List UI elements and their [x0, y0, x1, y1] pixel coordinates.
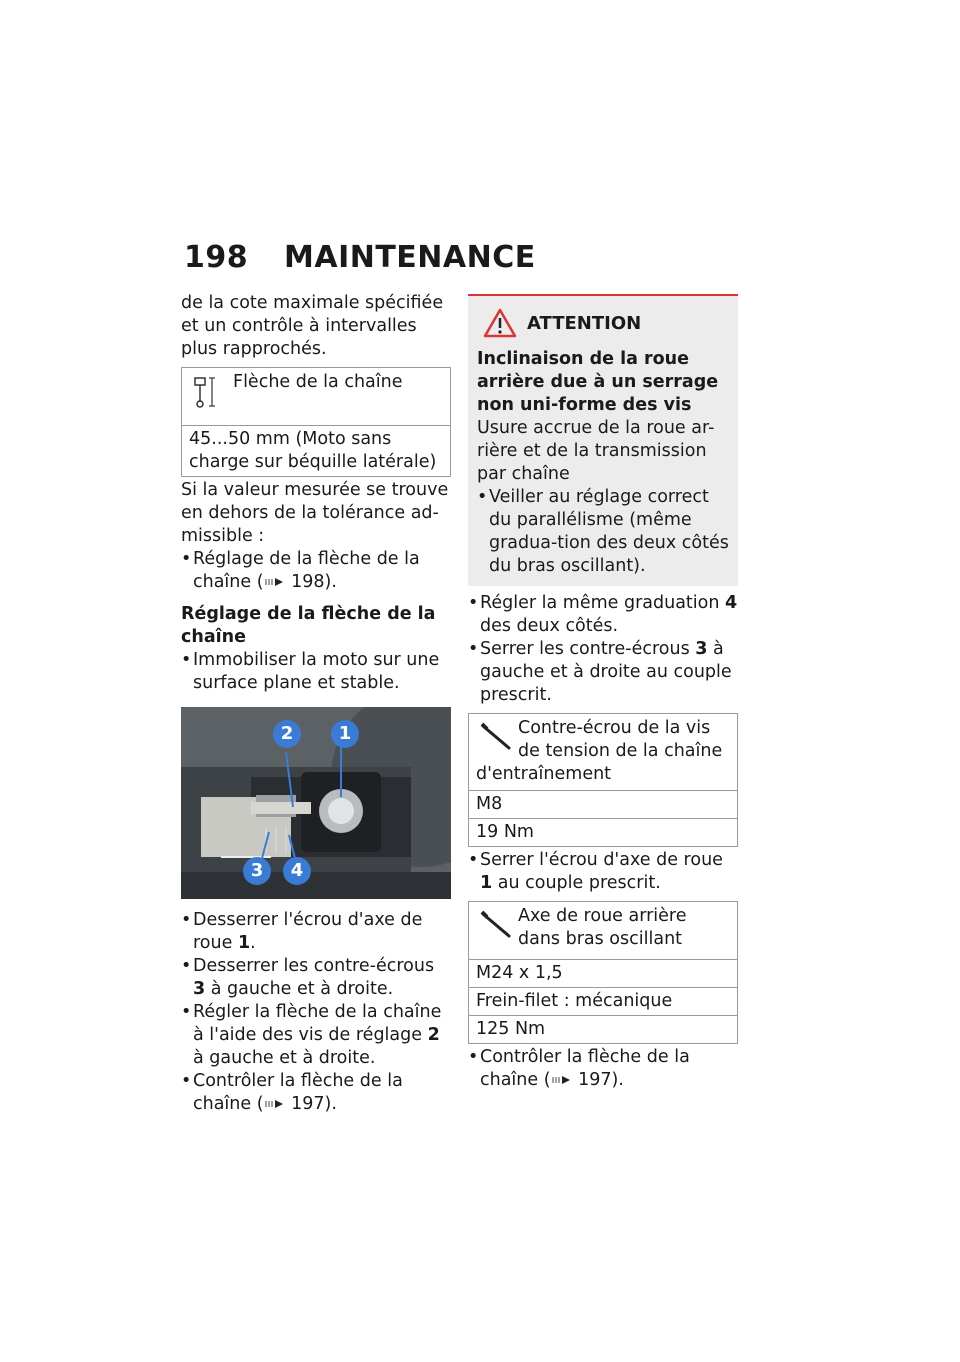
page-reference-arrow-icon [264, 1098, 286, 1110]
list-item: • Desserrer l'écrou d'axe de roue 1. [181, 909, 451, 955]
spec-label-row [182, 368, 450, 425]
torque-label-row [469, 714, 737, 790]
list-item: • Régler la flèche de la chaîne à l'aide des vis de réglage 2 à gauche et à droite. [181, 1001, 451, 1070]
reference-number: 3 [695, 639, 708, 659]
reference-number: 3 [193, 979, 206, 999]
list-item: • Serrer l'écrou d'axe de roue 1 au couple prescrit. [468, 849, 738, 895]
chain-adjuster-photo [181, 707, 451, 899]
list-item: • Régler la même graduation 4 des deux côtés. [468, 592, 738, 638]
page-number: 198 [184, 240, 249, 275]
callout-3: 3 [243, 857, 271, 885]
spec-label: Flèche de la chaîne [233, 372, 403, 392]
page-title: MAINTENANCE [284, 240, 536, 275]
torque-label-row [469, 902, 737, 959]
page-ref: 198). [291, 572, 337, 592]
attention-bullet: • Veiller au réglage correct du parallélisme (même gradua-tion des deux côtés du bras oscillant). [477, 486, 729, 578]
callout-1: 1 [331, 720, 359, 748]
list-item: • Contrôler la flèche de la chaîne ( 197). [181, 1070, 451, 1116]
list-item: • Serrer les contre-écrous 3 à gauche et à droite au couple prescrit. [468, 638, 738, 707]
reference-number: 2 [427, 1025, 440, 1045]
list-item: • Desserrer les contre-écrous 3 à gauche et à droite. [181, 955, 451, 1001]
torque-wrench-icon [479, 908, 513, 949]
section-subheading: Réglage de la flèche de la chaîne [181, 604, 436, 647]
torque-spec-axle [468, 901, 738, 1044]
thread-size: M8 [469, 790, 737, 818]
torque-value: 19 Nm [469, 818, 737, 846]
attention-body: Usure accrue de la roue ar-rière et de la transmission par chaîne [477, 418, 715, 484]
list-item: • Immobiliser la moto sur une surface plane et stable. [181, 649, 451, 695]
torque-wrench-icon [479, 720, 513, 761]
reference-number: 4 [725, 593, 738, 613]
measurement-icon [192, 374, 222, 417]
attention-title: ATTENTION [477, 308, 729, 338]
callout-4: 4 [283, 857, 311, 885]
spec-value: 45...50 mm (Moto sans charge sur béquille latérale) [182, 425, 450, 476]
torque-label: Axe de roue arrière dans bras oscillant [518, 906, 687, 949]
torque-spec-locknut [468, 713, 738, 847]
page-header [184, 240, 536, 275]
bullet-text: Réglage de la flèche de la chaîne ( [193, 549, 420, 592]
attention-box [468, 294, 738, 586]
tolerance-paragraph: Si la valeur mesurée se trouve en dehors de la tolérance ad-missible : [181, 480, 449, 546]
reference-number: 1 [237, 933, 251, 953]
chain-slack-spec [181, 367, 451, 477]
callout-2: 2 [273, 720, 301, 748]
torque-label: Contre-écrou de la vis de tension de la chaîne [518, 718, 723, 761]
thread-lock: Frein-filet : mécanique [469, 987, 737, 1015]
intro-text: de la cote maximale spécifiée et un contrôle à intervalles plus rapprochés. [181, 293, 444, 359]
thread-size: M24 x 1,5 [469, 959, 737, 987]
warning-triangle-icon [483, 308, 517, 338]
attention-heading: Inclinaison de la roue arrière due à un serrage non uni-forme des vis [477, 349, 719, 415]
adjuster-illustration [181, 707, 451, 899]
torque-label-cont: d'entraînement [476, 764, 612, 784]
page-reference-arrow-icon [264, 576, 286, 588]
left-column [181, 292, 451, 1116]
page-reference-arrow-icon [551, 1074, 573, 1086]
reference-number: 1 [480, 873, 493, 893]
torque-value: 125 Nm [469, 1015, 737, 1043]
list-item [181, 548, 451, 594]
right-column [468, 294, 738, 1092]
list-item: • Contrôler la flèche de la chaîne ( 197). [468, 1046, 738, 1092]
